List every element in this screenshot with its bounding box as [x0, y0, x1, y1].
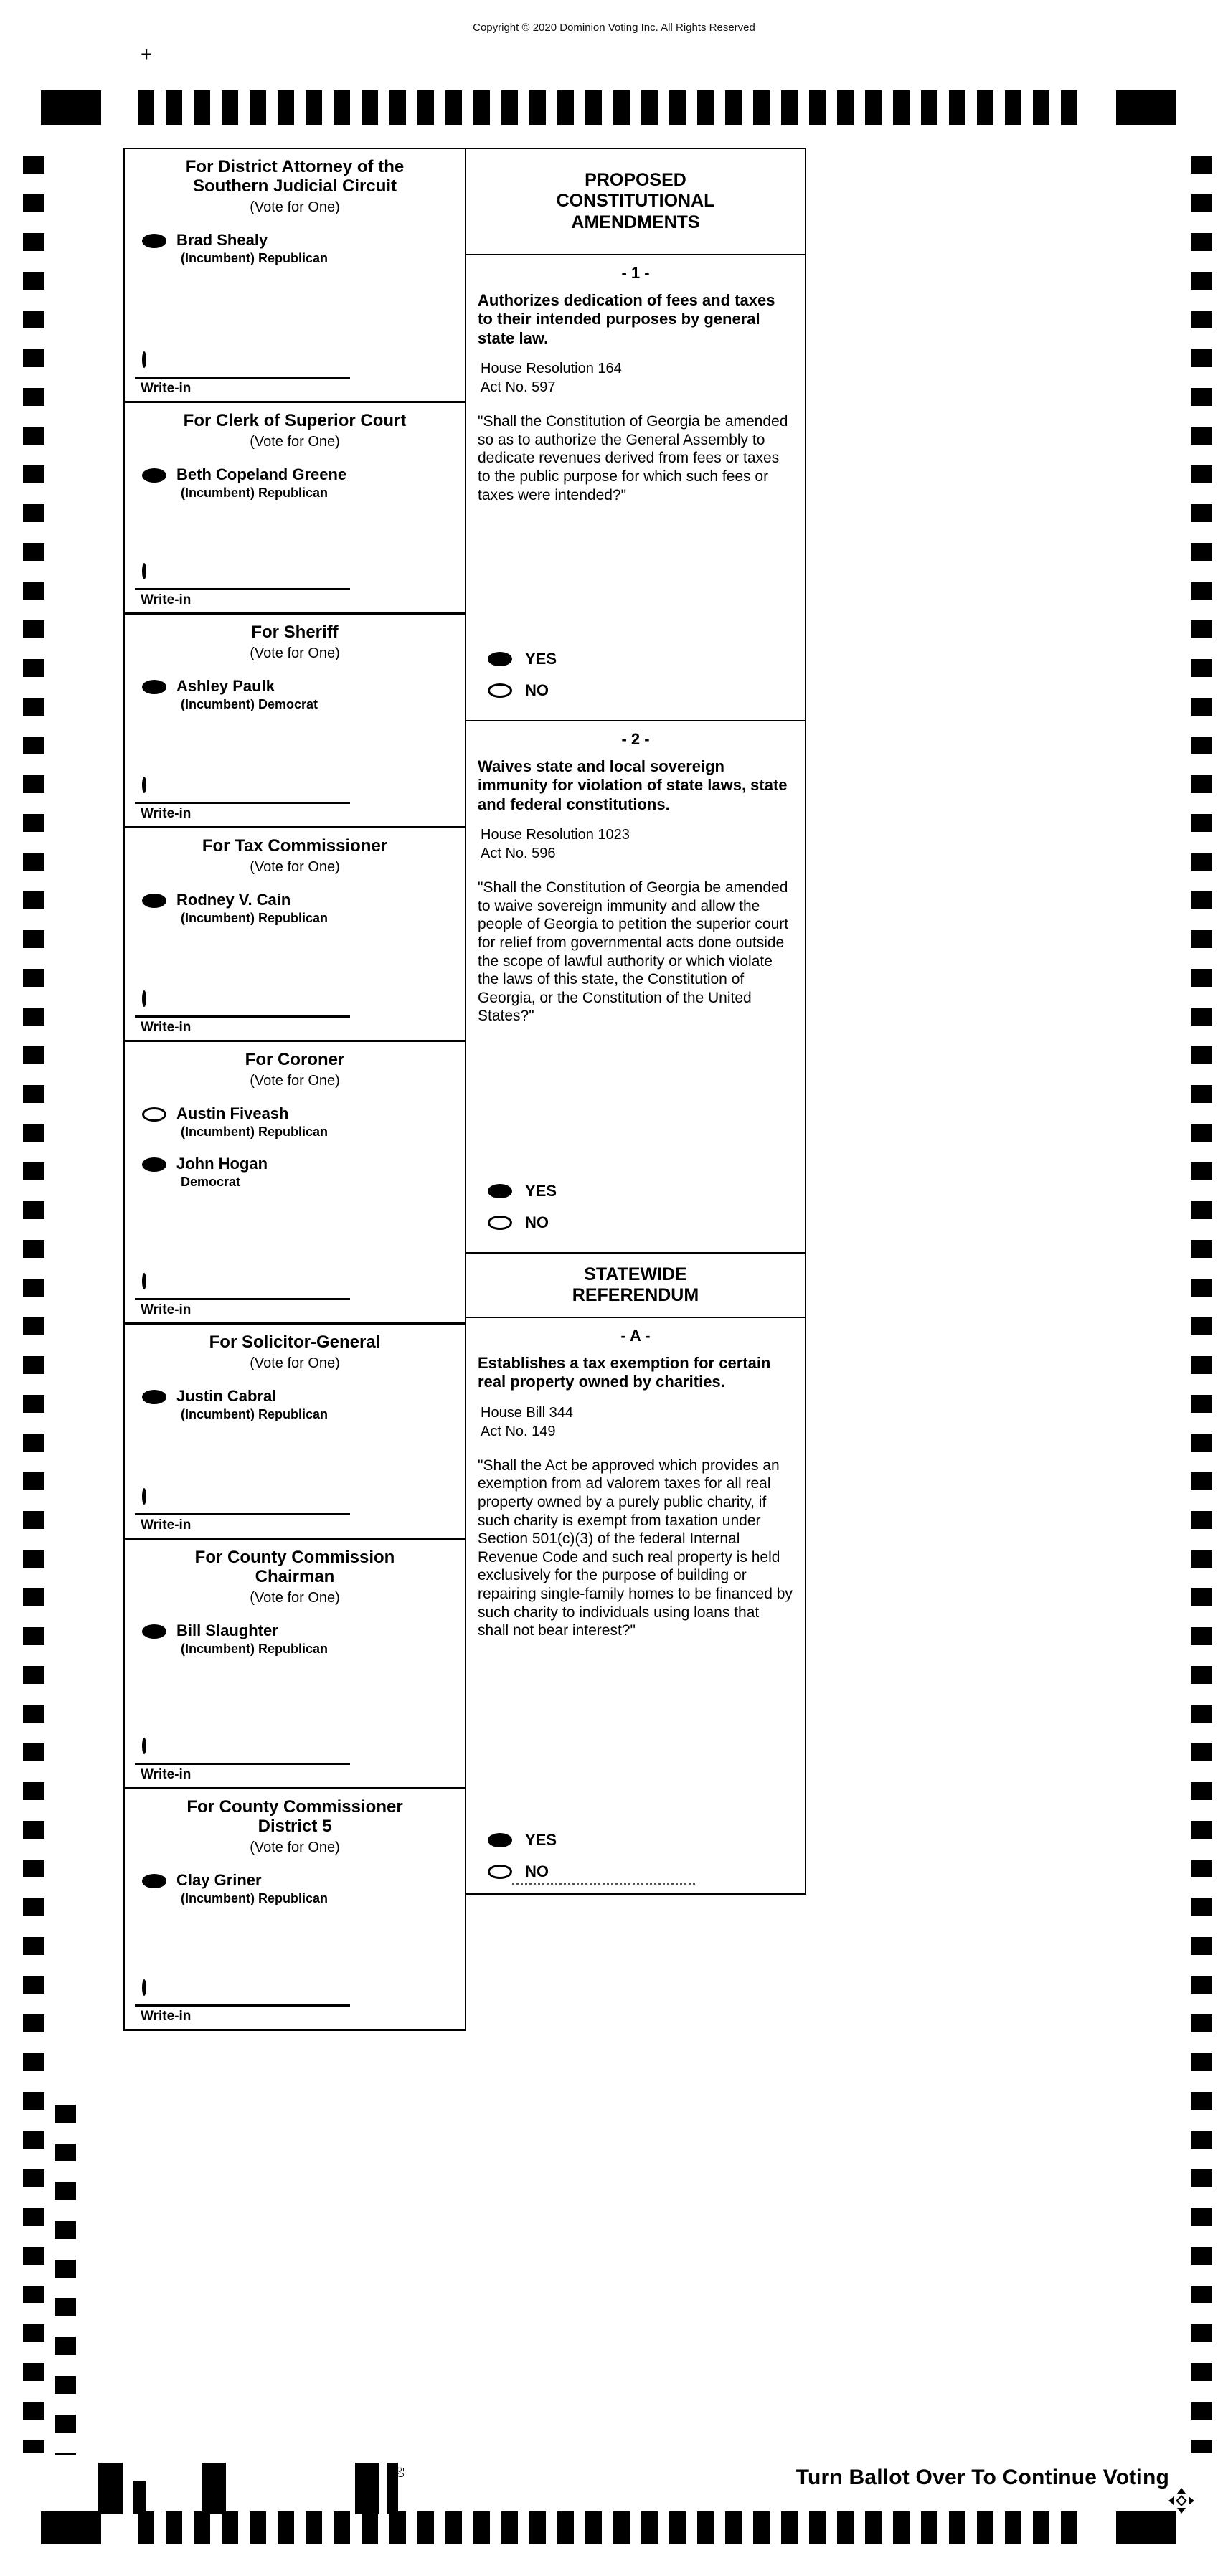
- candidate-text: [176, 1872, 328, 1906]
- write-in-label: Write-in: [141, 1767, 192, 1782]
- orientation-mark-icon: [1168, 2487, 1195, 2518]
- race-instruction: (Vote for One): [250, 1589, 340, 1606]
- no-label: NO: [525, 681, 549, 699]
- race-title: For Sheriff: [251, 622, 339, 642]
- measure-reference-line1: House Bill 344: [481, 1404, 573, 1421]
- candidate-name: John Hogan: [176, 1155, 268, 1173]
- write-in-bubble[interactable]: [142, 563, 146, 579]
- race-solicitor-general: [123, 1323, 466, 1540]
- candidate-row: [125, 1155, 465, 1190]
- race-clerk-superior-court: [123, 402, 466, 615]
- write-in-bubble-row: [125, 1981, 465, 1994]
- turn-ballot-over-text: Turn Ballot Over To Continue Voting: [795, 2466, 1169, 2489]
- candidate-text: [176, 678, 318, 712]
- measure-reference-line2: Act No. 149: [481, 1423, 556, 1439]
- candidate-row: [125, 891, 465, 926]
- race-instruction: (Vote for One): [250, 1355, 340, 1371]
- no-choice-row: [478, 681, 793, 700]
- no-bubble[interactable]: [488, 1865, 512, 1879]
- yes-bubble[interactable]: [488, 1184, 512, 1198]
- write-in-bubble[interactable]: [142, 1979, 146, 1996]
- write-in-label: Write-in: [141, 1517, 192, 1533]
- race-district-attorney: [123, 148, 466, 403]
- measure-number: - 1 -: [621, 264, 650, 282]
- write-in-bubble-row: [125, 993, 465, 1005]
- write-in-bubble[interactable]: [142, 990, 146, 1007]
- write-in-bubble[interactable]: [142, 351, 146, 368]
- race-county-commissioner-district-5: [123, 1788, 466, 2031]
- candidate-text: [176, 1622, 328, 1657]
- candidate-row: [125, 1872, 465, 1906]
- candidate-name: Beth Copeland Greene: [176, 465, 347, 483]
- candidate-name: Bill Slaughter: [176, 1621, 278, 1639]
- copyright-line: Copyright © 2020 Dominion Voting Inc. All Rights Reserved: [473, 22, 755, 34]
- race-instruction: (Vote for One): [250, 645, 340, 661]
- measure-reference-line2: Act No. 596: [481, 846, 556, 862]
- race-title: For County Commission Chairman: [194, 1548, 395, 1586]
- perforation-line: [512, 1883, 695, 1885]
- corner-block-bottom-left: [41, 2511, 101, 2544]
- candidate-name: Ashley Paulk: [176, 676, 275, 695]
- write-in-label: Write-in: [141, 1020, 192, 1035]
- measure-reference: [478, 359, 793, 397]
- measure-reference: [478, 1403, 793, 1441]
- measure-question: "Shall the Constitution of Georgia be amended so as to authorize the General Assembly to dedicate revenues derived from fees or taxes to the public purpose for which such fees or taxes were intended?": [478, 413, 788, 503]
- race-title: For Tax Commissioner: [202, 836, 388, 856]
- measure-question: "Shall the Act be approved which provides an exemption from ad valorem taxes for all real property owned by a purely public charity, if such charity is exempt from taxation under Section 501(c)(3) of the federal Internal Revenue Code and such real property is held exclusively for the purpose of building or repairing single-family homes to be financed by such charity to individuals using loans that shall not bear interest?": [478, 1457, 793, 1639]
- candidate-detail: (Incumbent) Republican: [181, 1890, 329, 1905]
- race-title: For Clerk of Superior Court: [183, 411, 407, 430]
- no-choice-row: [478, 1862, 793, 1881]
- measure-summary: Authorizes dedication of fees and taxes to their intended purposes by general state law.: [478, 291, 775, 347]
- write-in-bubble-row: [125, 1275, 465, 1288]
- write-in-bubble[interactable]: [142, 1488, 146, 1505]
- candidate-text: [176, 232, 328, 266]
- write-in-bubble[interactable]: [142, 777, 146, 793]
- candidate-name: Austin Fiveash: [176, 1104, 289, 1122]
- write-in-label: Write-in: [141, 1302, 192, 1317]
- amendments-header: [465, 148, 806, 255]
- measure-question: "Shall the Constitution of Georgia be amended to waive sovereign immunity and allow the people of Georgia to petition the superior court for relief from governmental acts done outside the scope of lawful authority or which violate the laws of this state, the Constitution of Georgia, or the Constitution of the United States?": [478, 879, 789, 1025]
- timing-marks-left: [23, 156, 44, 2453]
- candidate-detail: (Incumbent) Republican: [181, 1641, 329, 1656]
- race-instruction: (Vote for One): [250, 858, 340, 875]
- stub-barcode-bar: [355, 2463, 379, 2514]
- candidate-bubble[interactable]: [142, 1624, 166, 1639]
- candidate-text: [176, 1388, 328, 1422]
- candidate-bubble[interactable]: [142, 1107, 166, 1122]
- no-label: NO: [525, 1213, 549, 1231]
- candidate-row: [125, 232, 465, 266]
- race-title: For County Commissioner District 5: [186, 1797, 403, 1836]
- write-in-bubble[interactable]: [142, 1273, 146, 1289]
- candidate-detail: (Incumbent) Republican: [181, 1124, 329, 1140]
- candidate-row: [125, 1105, 465, 1140]
- write-in-label: Write-in: [141, 592, 192, 607]
- candidate-row: [125, 1388, 465, 1422]
- candidate-row: [125, 466, 465, 501]
- candidate-name: Brad Shealy: [176, 230, 268, 249]
- measure-number: - A -: [620, 1327, 651, 1345]
- candidate-detail: (Incumbent) Republican: [181, 911, 329, 926]
- race-title: For District Attorney of the Southern Judicial Circuit: [185, 157, 405, 196]
- timing-marks-right: [1191, 156, 1212, 2453]
- candidate-name: Clay Griner: [176, 1870, 262, 1889]
- candidate-text: [176, 1155, 268, 1190]
- stub-barcode: [98, 2463, 398, 2514]
- measure-reference-line1: House Resolution 164: [481, 361, 622, 377]
- measures-column: [465, 148, 806, 1895]
- no-bubble[interactable]: [488, 1216, 512, 1230]
- measure-number: - 2 -: [621, 730, 650, 748]
- amendments-header-text: PROPOSED CONSTITUTIONAL AMENDMENTS: [556, 169, 715, 232]
- candidate-bubble[interactable]: [142, 1874, 166, 1888]
- timing-marks-left-inner: [55, 2105, 76, 2455]
- candidate-text: [176, 891, 328, 926]
- no-label: NO: [525, 1862, 549, 1880]
- yes-bubble[interactable]: [488, 1833, 512, 1847]
- measure-amendment-1: [465, 254, 806, 721]
- referendum-header: [465, 1252, 806, 1318]
- measure-referendum-a: [465, 1317, 806, 1895]
- candidate-detail: Democrat: [181, 1175, 241, 1190]
- stub-barcode-bar: [98, 2463, 123, 2514]
- races-column: [123, 148, 466, 2031]
- write-in-bubble-row: [125, 354, 465, 366]
- timing-marks-top: [138, 90, 1085, 125]
- race-county-commission-chairman: [123, 1538, 466, 1789]
- measure-reference-line2: Act No. 597: [481, 379, 556, 396]
- candidate-text: [176, 1105, 328, 1140]
- candidate-detail: (Incumbent) Republican: [181, 1407, 329, 1422]
- race-instruction: (Vote for One): [250, 1839, 340, 1855]
- write-in-bubble-row: [125, 1740, 465, 1753]
- yes-bubble[interactable]: [488, 652, 512, 666]
- write-in-label: Write-in: [141, 381, 192, 396]
- race-instruction: (Vote for One): [250, 433, 340, 450]
- candidate-bubble[interactable]: [142, 234, 166, 248]
- measure-summary: Establishes a tax exemption for certain real property owned by charities.: [478, 1354, 771, 1391]
- corner-block-top-right: [1116, 90, 1176, 125]
- referendum-header-text: STATEWIDE REFERENDUM: [572, 1264, 699, 1305]
- write-in-bubble[interactable]: [142, 1738, 146, 1754]
- write-in-bubble-row: [125, 1490, 465, 1503]
- write-in-label: Write-in: [141, 806, 192, 821]
- race-title: For Solicitor-General: [209, 1332, 381, 1352]
- measure-reference-line1: House Resolution 1023: [481, 827, 630, 843]
- candidate-bubble[interactable]: [142, 1157, 166, 1172]
- race-title: For Coroner: [245, 1050, 345, 1069]
- candidate-bubble[interactable]: [142, 894, 166, 908]
- registration-mark-icon: +: [141, 43, 153, 65]
- candidate-name: Justin Cabral: [176, 1386, 277, 1405]
- yes-choice-row: [478, 650, 793, 668]
- stub-number: 50: [395, 2467, 406, 2478]
- stub-barcode-bar: [133, 2481, 146, 2514]
- measure-summary: Waives state and local sovereign immunity for violation of state laws, state and federal constitutions.: [478, 757, 788, 813]
- yes-choice-row: [478, 1182, 793, 1201]
- write-in-label: Write-in: [141, 2009, 192, 2024]
- candidate-text: [176, 466, 346, 501]
- corner-block-top-left: [41, 90, 101, 125]
- candidate-detail: (Incumbent) Republican: [181, 250, 329, 265]
- candidate-detail: (Incumbent) Republican: [181, 486, 329, 501]
- stub-barcode-bar: [202, 2463, 226, 2514]
- candidate-bubble[interactable]: [142, 680, 166, 694]
- no-choice-row: [478, 1213, 793, 1232]
- candidate-row: [125, 1622, 465, 1657]
- race-instruction: (Vote for One): [250, 1072, 340, 1089]
- race-instruction: (Vote for One): [250, 199, 340, 215]
- no-bubble[interactable]: [488, 683, 512, 698]
- race-coroner: [123, 1041, 466, 1325]
- race-sheriff: [123, 613, 466, 828]
- yes-label: YES: [525, 1182, 557, 1200]
- candidate-detail: (Incumbent) Democrat: [181, 697, 318, 712]
- yes-label: YES: [525, 650, 557, 668]
- write-in-bubble-row: [125, 565, 465, 578]
- candidate-bubble[interactable]: [142, 468, 166, 483]
- candidate-name: Rodney V. Cain: [176, 890, 291, 909]
- write-in-bubble-row: [125, 779, 465, 792]
- yes-label: YES: [525, 1831, 557, 1849]
- candidate-row: [125, 678, 465, 712]
- candidate-bubble[interactable]: [142, 1390, 166, 1404]
- measure-amendment-2: [465, 720, 806, 1254]
- race-tax-commissioner: [123, 827, 466, 1042]
- yes-choice-row: [478, 1831, 793, 1850]
- measure-reference: [478, 825, 793, 863]
- timing-marks-bottom: [138, 2511, 1085, 2544]
